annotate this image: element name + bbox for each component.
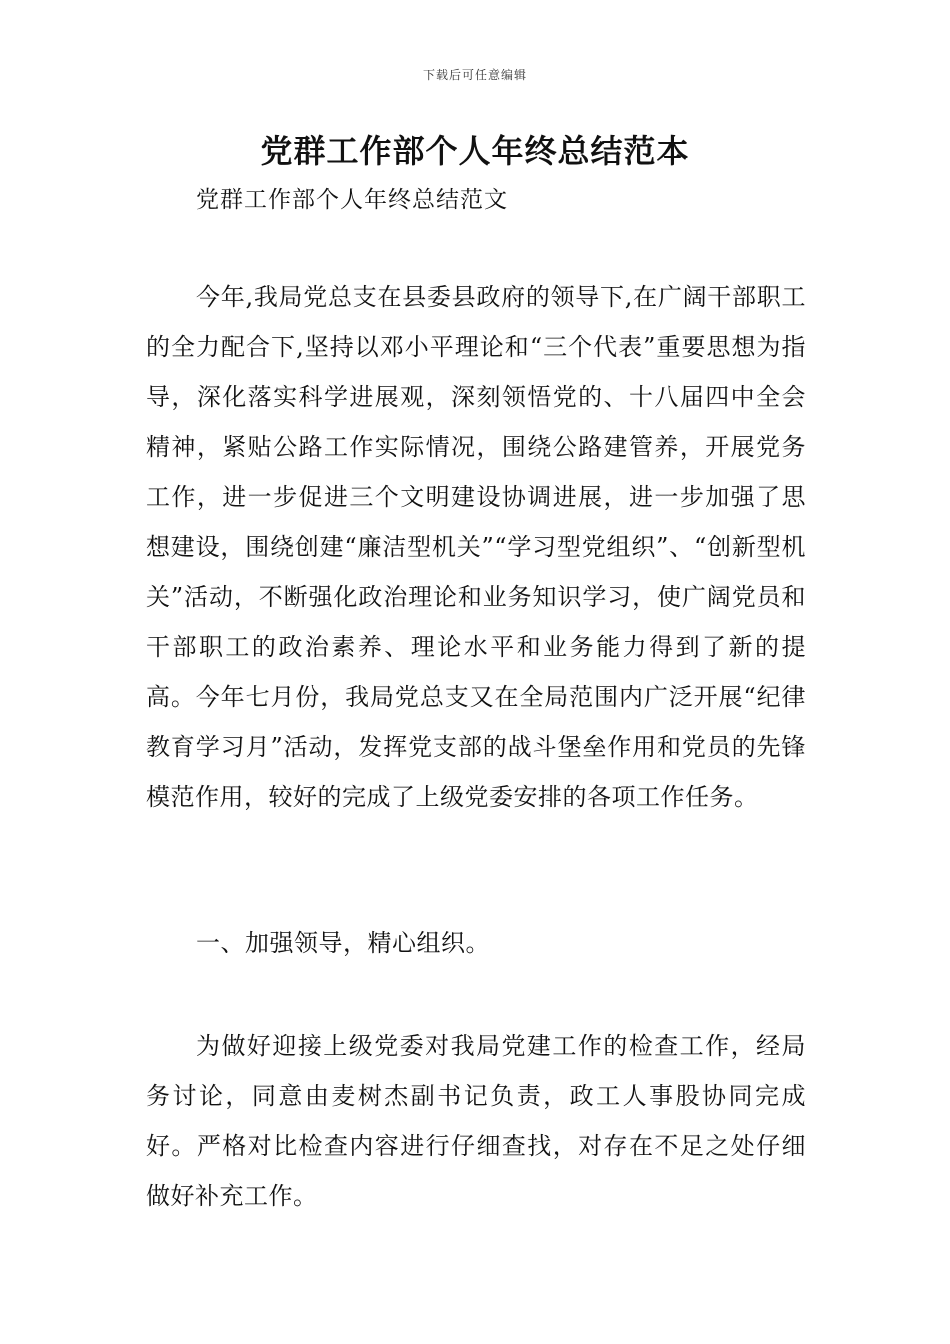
document-subtitle: 党群工作部个人年终总结范文 xyxy=(196,187,508,213)
body-paragraph-2: 为做好迎接上级党委对我局党建工作的检查工作，经局务讨论，同意由麦树杰副书记负责，政工人事股协同完成好。严格对比检查内容进行仔细查找，对存在不足之处仔细做好补充工作。 xyxy=(146,1032,806,1210)
section-heading: 一、加强领导，精心组织。 xyxy=(196,929,490,957)
body-paragraph-1: 今年,我局党总支在县委县政府的领导下,在广阔干部职工的全力配合下,坚持以邓小平理论和“三个代表”重要思想为指导，深化落实科学进展观，深刻领悟党的、十八届四中全会精神，紧贴公路工作实际情况，围绕公路建管养，开展党务工作，进一步促进三个文明建设协调进展，进一步加强了思想建设，围绕创建“廉洁型机关”“学习型党组织”、“创新型机关”活动，不断强化政治理论和业务知识学习，使广阔党员和干部职工的政治素养、理论水平和业务能力得到了新的提高。今年七月份，我局党总支又在全局范围内广泛开展“纪律教育学习月”活动，发挥党支部的战斗堡垒作用和党员的先锋模范作用，较好的完成了上级党委安排的各项工作任务。 xyxy=(146,283,806,811)
document-title: 党群工作部个人年终总结范本 xyxy=(260,132,690,170)
header-note: 下载后可任意编辑 xyxy=(422,68,527,82)
